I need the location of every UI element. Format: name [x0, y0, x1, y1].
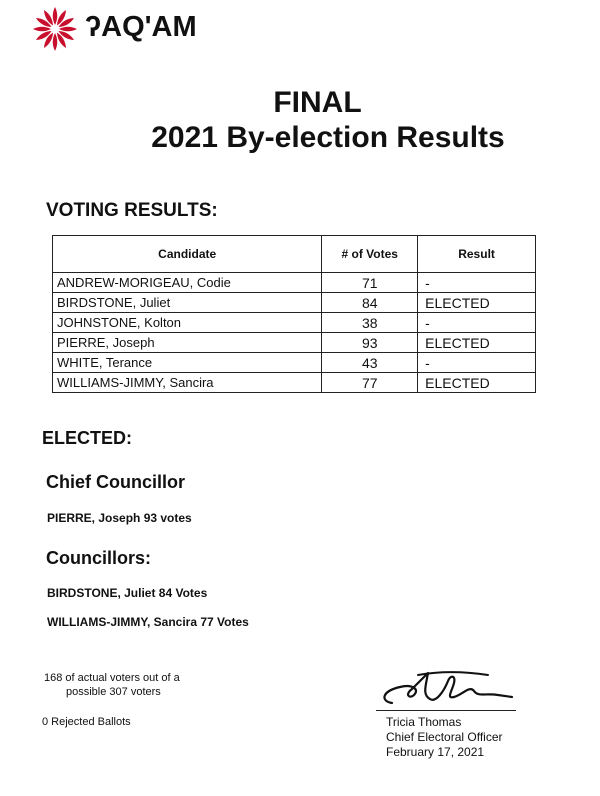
rejected-ballots: 0 Rejected Ballots [42, 716, 131, 728]
table-row [53, 373, 536, 393]
votes-cell: 77 [322, 373, 418, 393]
table-row [53, 273, 536, 293]
candidate-cell: WHITE, Terance [53, 353, 322, 373]
results-table [52, 235, 536, 393]
result-cell: ELECTED [418, 333, 536, 353]
column-header-candidate: Candidate [53, 236, 322, 273]
candidate-cell: JOHNSTONE, Kolton [53, 313, 322, 333]
flower-logo-icon [30, 4, 80, 54]
votes-cell: 71 [322, 273, 418, 293]
result-cell: ELECTED [418, 293, 536, 313]
councillor-result: BIRDSTONE, Juliet 84 Votes [47, 586, 208, 600]
votes-cell: 38 [322, 313, 418, 333]
logo-text: ʔAQ'AM [85, 10, 197, 43]
table-header-row [53, 236, 536, 273]
page-title-results: 2021 By-election Results [151, 121, 505, 154]
result-cell: - [418, 273, 536, 293]
signature-line [376, 710, 516, 711]
table-row [53, 313, 536, 333]
votes-cell: 84 [322, 293, 418, 313]
table-row [53, 353, 536, 373]
voter-turnout-line1: 168 of actual voters out of a [44, 672, 180, 684]
candidate-cell: WILLIAMS-JIMMY, Sancira [53, 373, 322, 393]
result-cell: - [418, 313, 536, 333]
voting-results-heading: VOTING RESULTS: [46, 200, 218, 221]
signature-icon [370, 665, 520, 711]
column-header-result: Result [418, 236, 536, 273]
officer-title: Chief Electoral Officer [386, 730, 503, 744]
candidate-cell: PIERRE, Joseph [53, 333, 322, 353]
column-header-votes: # of Votes [322, 236, 418, 273]
candidate-cell: BIRDSTONE, Juliet [53, 293, 322, 313]
votes-cell: 43 [322, 353, 418, 373]
chief-councillor-heading: Chief Councillor [46, 472, 185, 492]
voter-turnout-line2: possible 307 voters [66, 686, 161, 698]
result-cell: - [418, 353, 536, 373]
page-title-final: FINAL [273, 86, 362, 119]
logo [30, 4, 197, 54]
table-row [53, 333, 536, 353]
result-cell: ELECTED [418, 373, 536, 393]
candidate-cell: ANDREW-MORIGEAU, Codie [53, 273, 322, 293]
councillor-result: WILLIAMS-JIMMY, Sancira 77 Votes [47, 615, 249, 629]
officer-date: February 17, 2021 [386, 745, 485, 759]
councillors-heading: Councillors: [46, 548, 152, 568]
table-row [53, 293, 536, 313]
chief-councillor-result: PIERRE, Joseph 93 votes [47, 511, 192, 525]
votes-cell: 93 [322, 333, 418, 353]
officer-name: Tricia Thomas [386, 715, 462, 729]
elected-heading: ELECTED: [42, 428, 132, 448]
